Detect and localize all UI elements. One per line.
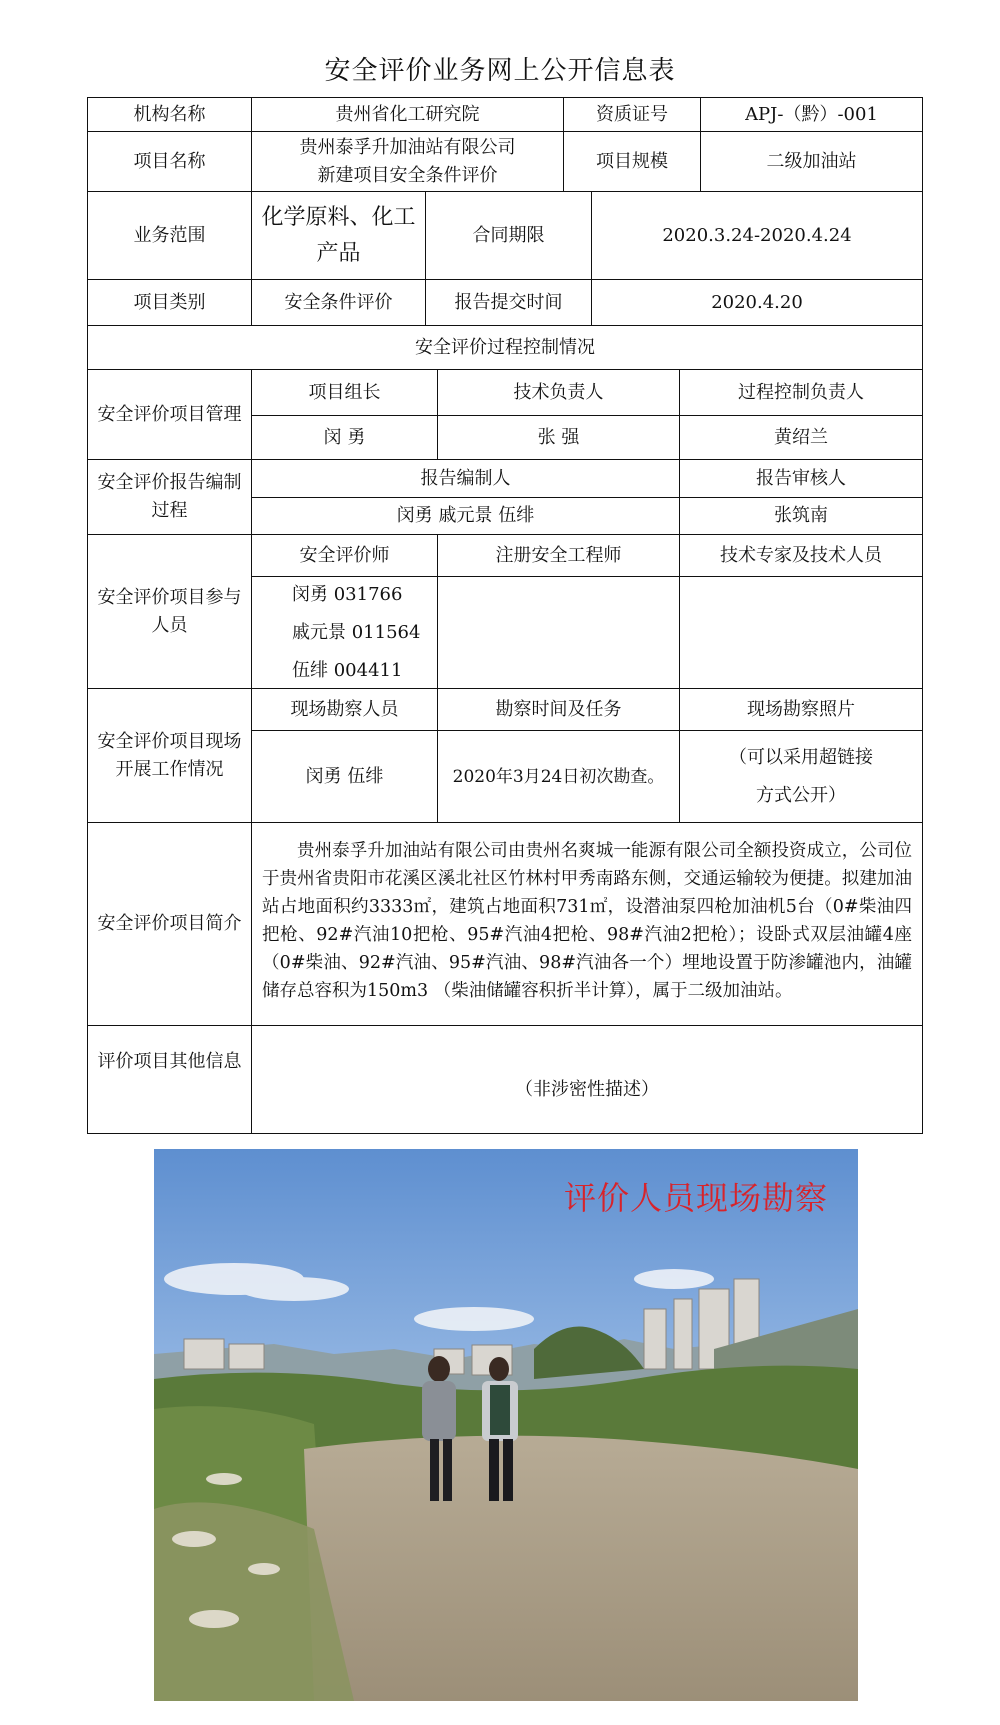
type-label: 项目类别 [88, 280, 252, 326]
other-label: 评价项目其他信息 [88, 1026, 252, 1133]
members-header-expert: 技术专家及技术人员 [680, 535, 922, 577]
site-photo-line1: （可以采用超链接 [729, 746, 873, 768]
project-name-line1: 贵州泰孚升加油站有限公司 [299, 136, 516, 158]
site-header-time: 勘察时间及任务 [438, 689, 680, 731]
site-photo-line2: 方式公开） [756, 784, 846, 806]
intro-label: 安全评价项目简介 [88, 823, 252, 1026]
site-value-photo [680, 731, 922, 823]
members-header-evaluator: 安全评价师 [252, 535, 438, 577]
members-label-line1: 安全评价项目参与 [97, 586, 242, 608]
project-name-value [252, 132, 564, 192]
evaluator-item: 闵勇 031766 [292, 583, 403, 605]
contract-value: 2020.3.24-2020.4.24 [592, 192, 922, 280]
project-name-label: 项目名称 [88, 132, 252, 192]
intro-text: 贵州泰孚升加油站有限公司由贵州名爽城一能源有限公司全额投资成立，公司位于贵州省贵阳市花溪区溪北社区竹林村甲秀南路东侧，交通运输较为便捷。拟建加油站占地面积约3333㎡，建筑占地面积731㎡，设潜油泵四枪加油机5台（0#柴油四把枪、92#汽油10把枪、95#汽油4把枪、98#汽油2把枪）；设卧式双层油罐4座（0#柴油、92#汽油、95#汽油、98#汽油各一个）埋地设置于防渗罐池内，油罐储存总容积为150m3 （柴油储罐容积折半计算），属于二级加油站。 [262, 841, 912, 1001]
evaluator-item: 戚元景 011564 [292, 621, 421, 643]
report-header-writer: 报告编制人 [252, 460, 680, 498]
scope-label: 业务范围 [88, 192, 252, 280]
report-header-reviewer: 报告审核人 [680, 460, 922, 498]
site-header-staff: 现场勘察人员 [252, 689, 438, 731]
mgmt-value-leader: 闵 勇 [252, 416, 438, 460]
other-value: （非涉密性描述） [515, 1078, 659, 1100]
members-expert-list [680, 577, 922, 689]
dirt-path [304, 1436, 858, 1701]
cert-value: APJ-（黔）-001 [701, 98, 922, 132]
scope-line2: 产品 [316, 240, 361, 266]
mgmt-value-process: 黄绍兰 [680, 416, 922, 460]
project-name-line2: 新建项目安全条件评价 [317, 164, 498, 186]
org-name-value: 贵州省化工研究院 [252, 98, 564, 132]
members-header-engineer: 注册安全工程师 [438, 535, 680, 577]
scope-line1: 化学原料、化工 [261, 204, 416, 230]
site-label [88, 689, 252, 823]
mgmt-label: 安全评价项目管理 [88, 370, 252, 460]
mgmt-header-tech: 技术负责人 [438, 370, 680, 416]
submit-label: 报告提交时间 [426, 280, 592, 326]
mgmt-header-leader: 项目组长 [252, 370, 438, 416]
org-name-label: 机构名称 [88, 98, 252, 132]
type-value: 安全条件评价 [252, 280, 426, 326]
page-title: 安全评价业务网上公开信息表 [324, 56, 676, 86]
site-value-staff: 闵勇 伍绯 [252, 731, 438, 823]
intro-text-cell [252, 823, 922, 1026]
info-table [87, 97, 923, 1134]
contract-label: 合同期限 [426, 192, 592, 280]
report-label-line2: 过程 [151, 500, 188, 521]
report-value-reviewer: 张筑南 [680, 498, 922, 535]
section-title: 安全评价过程控制情况 [88, 326, 922, 370]
scale-label: 项目规模 [564, 132, 701, 192]
evaluator-item: 伍绯 004411 [292, 659, 403, 681]
site-survey-photo [154, 1149, 858, 1701]
members-label-line2: 人员 [151, 614, 188, 636]
mgmt-header-process: 过程控制负责人 [680, 370, 922, 416]
site-label-line2: 开展工作情况 [115, 758, 224, 780]
mgmt-value-tech: 张 强 [438, 416, 680, 460]
submit-value: 2020.4.20 [592, 280, 922, 326]
photo-scene [154, 1149, 858, 1701]
members-engineer-list [438, 577, 680, 689]
site-label-line1: 安全评价项目现场 [97, 730, 242, 752]
report-label [88, 460, 252, 535]
report-value-writer: 闵勇 戚元景 伍绯 [252, 498, 680, 535]
report-label-line1: 安全评价报告编制 [97, 472, 242, 493]
members-label [88, 535, 252, 689]
photo-caption: 评价人员现场勘察 [563, 1179, 828, 1217]
cert-label: 资质证号 [564, 98, 701, 132]
site-header-photo: 现场勘察照片 [680, 689, 922, 731]
scale-value: 二级加油站 [701, 132, 922, 192]
site-value-time: 2020年3月24日初次勘查。 [438, 731, 680, 823]
scope-value [252, 192, 426, 280]
members-evaluator-list [252, 577, 438, 689]
